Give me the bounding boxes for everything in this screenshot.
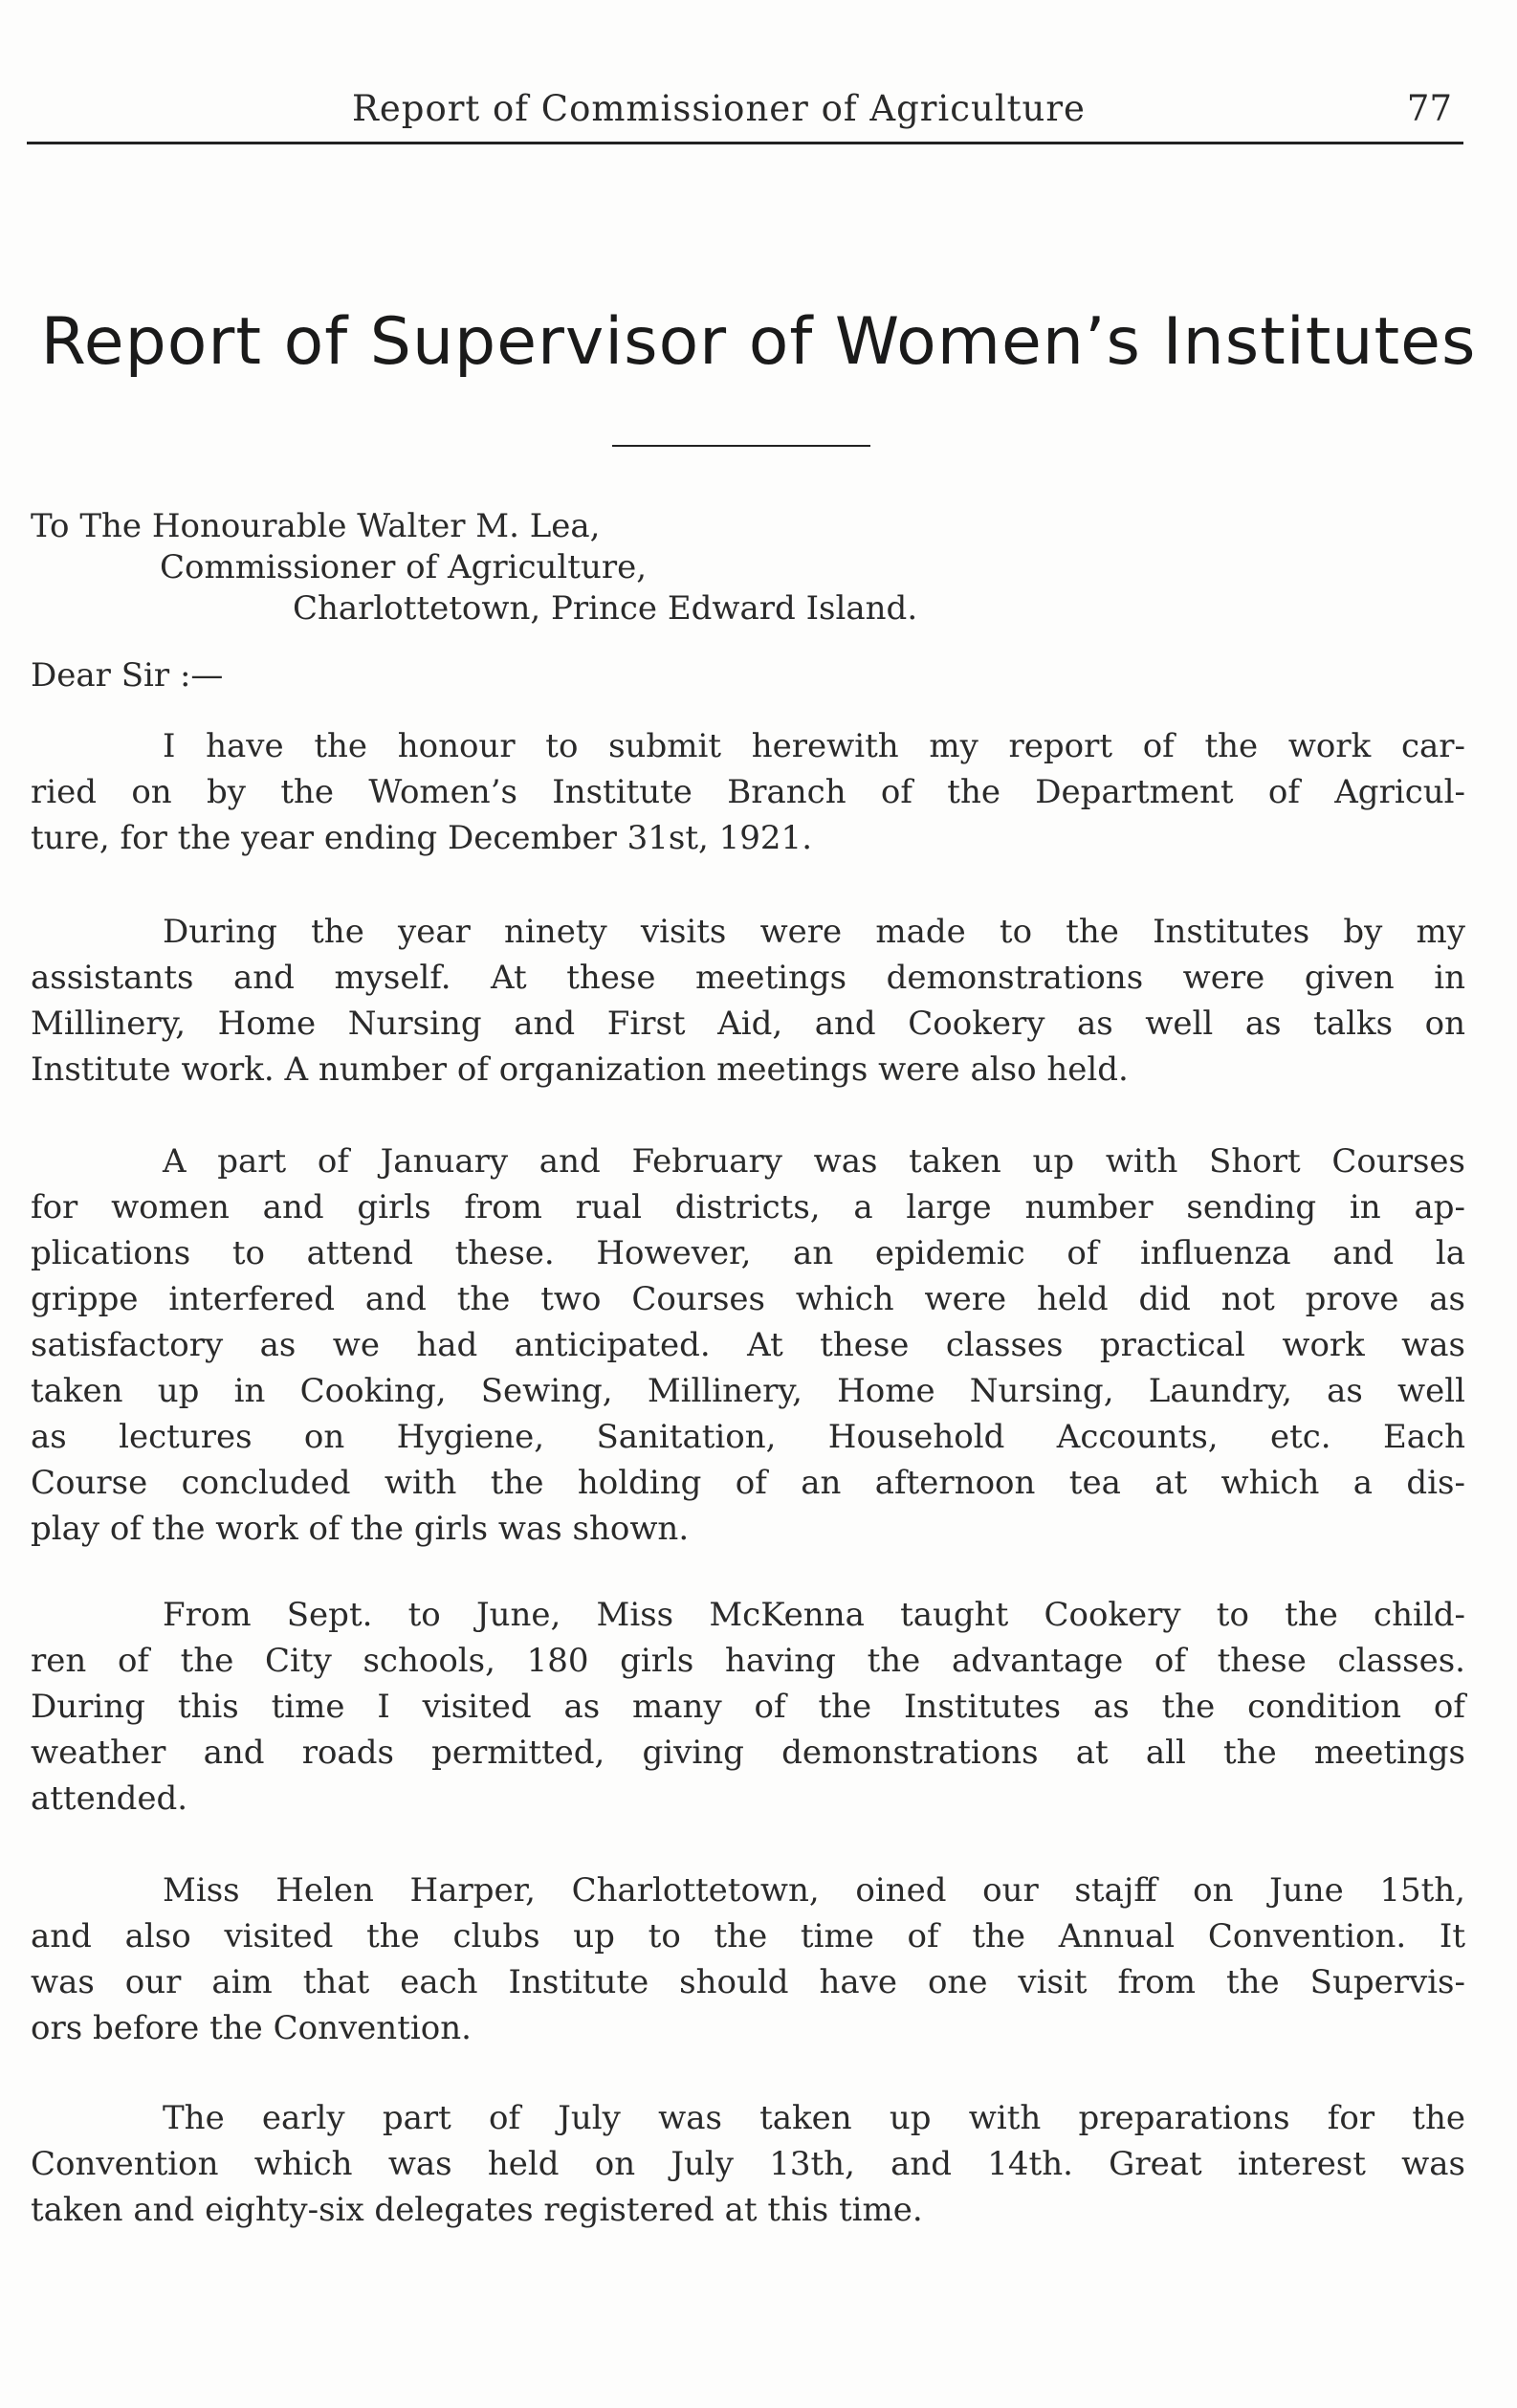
text-line: During the year ninety visits were made to the Institutes by my <box>163 913 1465 951</box>
text-line: I have the honour to submit herewith my report of the work car- <box>163 727 1465 765</box>
text-line: ried on by the Women’s Institute Branch of the Department of Agricul- <box>31 773 1465 811</box>
text-line: was our aim that each Institute should have one visit from the Supervis- <box>31 1963 1465 2001</box>
text-line: The early part of July was taken up with preparations for the <box>163 2099 1465 2137</box>
address-line-place: Charlottetown, Prince Edward Island. <box>293 589 918 628</box>
text-line: as lectures on Hygiene, Sanitation, Household Accounts, etc. Each <box>31 1418 1465 1456</box>
text-line: ren of the City schools, 180 girls having the advantage of these classes. <box>31 1642 1465 1680</box>
text-line: taken up in Cooking, Sewing, Millinery, Home Nursing, Laundry, as well <box>31 1372 1465 1410</box>
text-line: satisfactory as we had anticipated. At these classes practical work was <box>31 1326 1465 1364</box>
paragraph-introduction <box>31 723 1465 861</box>
paragraph-short-courses <box>31 1138 1465 1552</box>
text-line: A part of January and February was taken up with Short Courses <box>163 1142 1465 1181</box>
paragraph-cookery <box>31 1592 1465 1822</box>
address-line-recipient: To The Honourable Walter M. Lea, <box>31 507 601 545</box>
address-line-office: Commissioner of Agriculture, <box>160 548 648 586</box>
text-line: plications to attend these. However, an epidemic of influenza and la <box>31 1234 1465 1272</box>
text-line: ors before the Convention. <box>31 2009 472 2047</box>
text-line: ture, for the year ending December 31st, 1921. <box>31 819 812 857</box>
page-number: 77 <box>1406 88 1452 129</box>
text-line: During this time I visited as many of the Institutes as the condition of <box>31 1688 1465 1726</box>
paragraph-visits <box>31 909 1465 1093</box>
running-title: Report of Commissioner of Agriculture <box>352 88 1086 129</box>
text-line: attended. <box>31 1779 188 1818</box>
text-line: Institute work. A number of organization meetings were also held. <box>31 1050 1129 1089</box>
text-line: and also visited the clubs up to the time of the Annual Convention. It <box>31 1917 1465 1955</box>
text-line: Miss Helen Harper, Charlottetown, oined our stajff on June 15th, <box>163 1871 1465 1910</box>
text-line: assistants and myself. At these meetings demonstrations were given in <box>31 959 1465 997</box>
page-title: Report of Supervisor of Women’s Institutes <box>40 304 1477 380</box>
text-line: taken and eighty-six delegates registered at this time. <box>31 2191 923 2229</box>
text-line: Course concluded with the holding of an afternoon tea at which a dis- <box>31 1464 1465 1502</box>
text-line: play of the work of the girls was shown. <box>31 1510 690 1548</box>
paragraph-staff <box>31 1867 1465 2051</box>
running-header <box>27 88 1463 144</box>
salutation: Dear Sir :— <box>31 656 224 695</box>
paragraph-convention <box>31 2095 1465 2233</box>
text-line: for women and girls from rual districts, a large number sending in ap- <box>31 1188 1465 1226</box>
text-line: weather and roads permitted, giving demonstrations at all the meetings <box>31 1734 1465 1772</box>
text-line: From Sept. to June, Miss McKenna taught Cookery to the child- <box>163 1596 1465 1634</box>
text-line: Convention which was held on July 13th, and 14th. Great interest was <box>31 2145 1465 2183</box>
text-line: Millinery, Home Nursing and First Aid, and Cookery as well as talks on <box>31 1005 1465 1043</box>
text-line: grippe interfered and the two Courses which were held did not prove as <box>31 1280 1465 1318</box>
title-divider <box>612 445 870 447</box>
